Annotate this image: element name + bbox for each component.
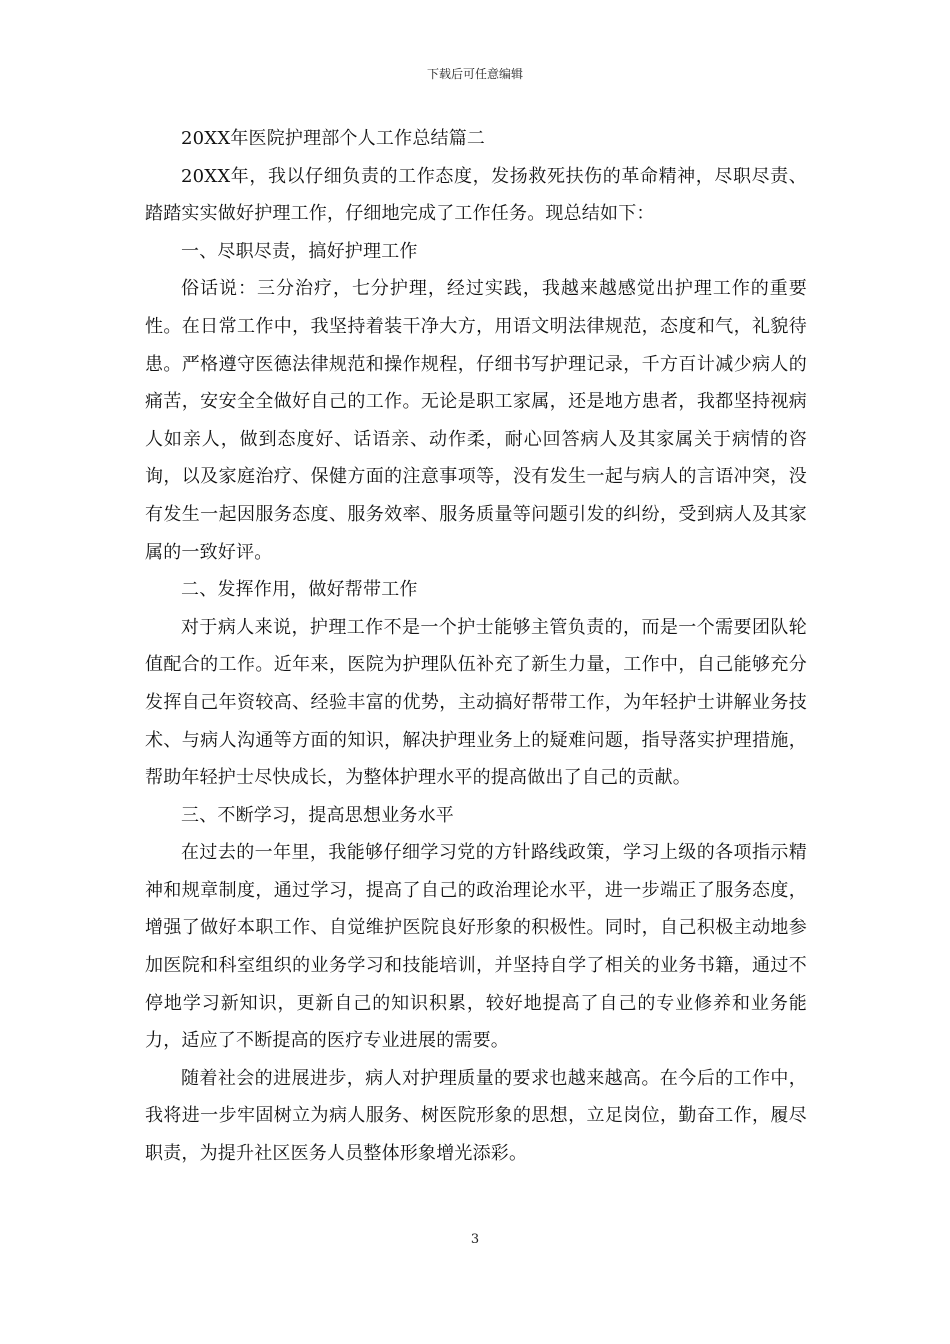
section-2-body: 对于病人来说，护理工作不是一个护士能够主管负责的，而是一个需要团队轮值配合的工作。近年来，医院为护理队伍补充了新生力量，工作中，自己能够充分发挥自己年资较高、经验丰富的优势，主动搞好帮带工作，为年轻护士讲解业务技术、与病人沟通等方面的知识，解决护理业务上的疑难问题，指导落实护理措施，帮助年轻护士尽快成长，为整体护理水平的提高做出了自己的贡献。 [145,616,807,789]
closing-paragraph: 随着社会的进展进步，病人对护理质量的要求也越来越高。在今后的工作中，我将进一步牢固树立为病人服务、树医院形象的思想，立足岗位，勤奋工作，履尽职责，为提升社区医务人员整体形象增光添彩。 [145,1067,807,1165]
section-3-body: 在过去的一年里，我能够仔细学习党的方针路线政策，学习上级的各项指示精神和规章制度，通过学习，提高了自己的政治理论水平，进一步端正了服务态度，增强了做好本职工作、自觉维护医院良好形象的积极性。同时，自己积极主动地参加医院和科室组织的业务学习和技能培训，并坚持自学了相关的业务书籍，通过不停地学习新知识，更新自己的知识积累，较好地提高了自己的专业修养和业务能力，适应了不断提高的医疗专业进展的需要。 [145,842,807,1052]
section-2-heading: 二、发挥作用，做好帮带工作 [181,579,418,601]
page-header: 下载后可任意编辑 [426,67,523,81]
intro-paragraph: 20XX年，我以仔细负责的工作态度，发扬救死扶伤的革命精神，尽职尽责、踏踏实实做好护理工作，仔细地完成了工作任务。现总结如下： [145,165,807,225]
document-title: 20XX年医院护理部个人工作总结篇二 [181,128,486,149]
page-number: 3 [470,1232,480,1247]
section-1-heading: 一、尽职尽责，搞好护理工作 [181,240,418,262]
section-3-heading: 三、不断学习，提高思想业务水平 [181,804,454,826]
section-1-body: 俗话说：三分治疗，七分护理，经过实践，我越来越感觉出护理工作的重要性。在日常工作中，我坚持着装干净大方，用语文明法律规范，态度和气，礼貌待患。严格遵守医德法律规范和操作规程，仔细书写护理记录，千方百计减少病人的痛苦，安安全全做好自己的工作。无论是职工家属，还是地方患者，我都坚持视病人如亲人，做到态度好、话语亲、动作柔，耐心回答病人及其家属关于病情的咨询，以及家庭治疗、保健方面的注意事项等，没有发生一起与病人的言语冲突，没有发生一起因服务态度、服务效率、服务质量等问题引发的纠纷，受到病人及其家属的一致好评。 [145,278,807,563]
document-body [145,120,807,1173]
